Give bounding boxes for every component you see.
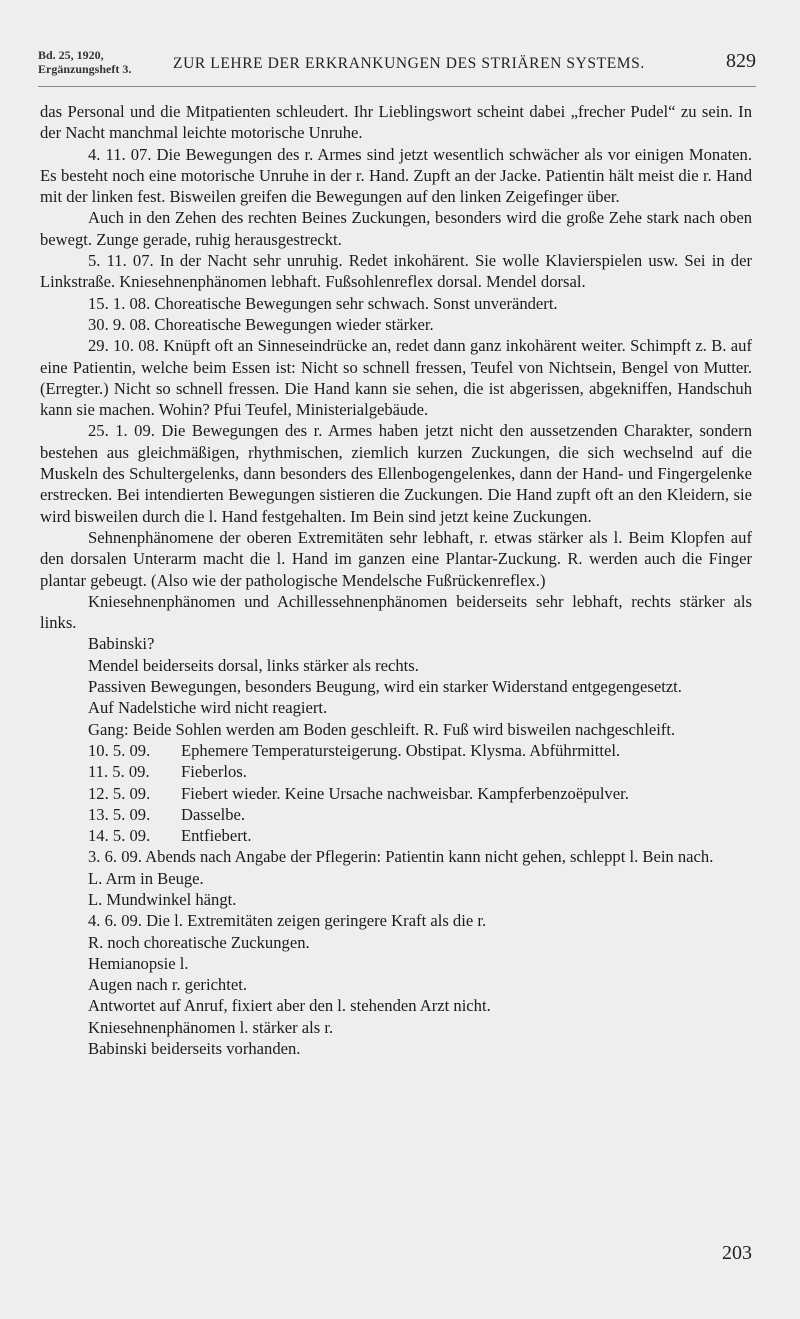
dated-entry (40, 761, 752, 782)
entry-date: 11. 5. 09. (88, 762, 150, 782)
paragraph: Hemianopsie l. (88, 953, 189, 973)
dated-entry (40, 825, 752, 846)
paragraph: Kniesehnenphänomen l. stärker als r. (88, 1017, 334, 1037)
header-rule (38, 86, 756, 87)
paragraph: Babinski? (88, 634, 155, 654)
running-title: ZUR LEHRE DER ERKRANKUNGEN DES STRIÄREN SYSTEMS. (173, 55, 645, 72)
paragraph: 4. 6. 09. Die l. Extremitäten zeigen geringere Kraft als die r. (88, 911, 487, 931)
paragraph: 29. 10. 08. Knüpft oft an Sinneseindrücke an, redet dann ganz inkohärent weiter. Schimpft z. B. auf eine Patientin, welche beim Essen ist: Nicht so schnell fressen, Teufel von Nichtsein, Bengel von Mutter. (Erregter.) Nicht so schnell fressen. Die Hand kann sie sehen, die ist abgerissen, abgekniffen, Handschuh kann sie machen. Wohin? Pfui Teufel, Ministerialgebäude. (40, 336, 752, 420)
dated-entry (40, 804, 752, 825)
entry-text: Entfiebert. (181, 826, 252, 846)
paragraph: R. noch choreatische Zuckungen. (88, 932, 310, 952)
page-number: 829 (726, 50, 756, 72)
volume-info (38, 48, 131, 76)
signature-number: 203 (722, 1242, 752, 1264)
supplement-line: Ergänzungsheft 3. (38, 62, 132, 76)
paragraph: Augen nach r. gerichtet. (88, 975, 247, 995)
paragraph: Sehnenphänomene der oberen Extremitäten sehr lebhaft, r. etwas stärker als l. Beim Klopfen auf den dorsalen Unterarm macht die l. Hand im ganzen eine Plantar-Zuckung. R. werden auch die Finger plantar gebeugt. (Also wie der pathologische Mendelsche Fußrückenreflex.) (40, 527, 752, 590)
dated-entry (40, 740, 752, 761)
page-header (38, 48, 756, 84)
dated-entry (40, 783, 752, 804)
paragraph: Auf Nadelstiche wird nicht reagiert. (88, 698, 328, 718)
entry-text: Ephemere Temperatursteigerung. Obstipat. Klysma. Abführmittel. (181, 740, 621, 760)
paragraph: Passiven Bewegungen, besonders Beugung, wird ein starker Widerstand entgegengesetzt. (88, 677, 682, 697)
paragraph: 15. 1. 08. Choreatische Bewegungen sehr schwach. Sonst unverändert. (88, 293, 558, 313)
entry-text: Fiebert wieder. Keine Ursache nachweisbar. Kampferbenzoëpulver. (181, 783, 629, 803)
paragraph: Auch in den Zehen des rechten Beines Zuckungen, besonders wird die große Zehe stark nach oben bewegt. Zunge gerade, ruhig herausgestreckt. (40, 208, 752, 249)
entry-date: 12. 5. 09. (88, 783, 151, 803)
paragraph: 30. 9. 08. Choreatische Bewegungen wieder stärker. (88, 314, 434, 334)
paragraph: L. Arm in Beuge. (88, 868, 204, 888)
entry-text: Dasselbe. (181, 804, 246, 824)
body-text (40, 101, 752, 1059)
paragraph: L. Mundwinkel hängt. (88, 889, 237, 909)
paragraph: Kniesehnenphänomen und Achillessehnenphänomen beiderseits sehr lebhaft, rechts stärker als links. (40, 591, 752, 633)
entry-date: 14. 5. 09. (88, 826, 151, 846)
entry-date: 13. 5. 09. (88, 804, 151, 824)
paragraph: 3. 6. 09. Abends nach Angabe der Pflegerin: Patientin kann nicht gehen, schleppt l. Bein nach. (88, 847, 714, 867)
paragraph: 5. 11. 07. In der Nacht sehr unruhig. Redet inkohärent. Sie wolle Klavierspielen usw. Sei in der Linkstraße. Kniesehnenphänomen lebhaft. Fußsohlenreflex dorsal. Mendel dorsal. (40, 251, 752, 292)
entry-text: Fieberlos. (181, 762, 247, 782)
paragraph: 4. 11. 07. Die Bewegungen des r. Armes sind jetzt wesentlich schwächer als vor einigen Monaten. Es besteht noch eine motorische Unruhe in der r. Hand. Zupft an der Jacke. Patientin hält meist die r. Hand mit der linken fest. Bisweilen greifen die Bewegungen auf den linken Zeigefinger über. (40, 144, 752, 207)
volume-line: Bd. 25, 1920, (38, 48, 104, 62)
paragraph: das Personal und die Mitpatienten schleudert. Ihr Lieblingswort scheint dabei „frecher Pudel“ zu sein. In der Nacht manchmal leichte motorische Unruhe. (40, 102, 752, 143)
paragraph: Mendel beiderseits dorsal, links stärker als rechts. (88, 655, 419, 675)
paragraph: Babinski beiderseits vorhanden. (88, 1039, 301, 1059)
paragraph: Antwortet auf Anruf, fixiert aber den l. stehenden Arzt nicht. (88, 996, 491, 1016)
paragraph: 25. 1. 09. Die Bewegungen des r. Armes haben jetzt nicht den aussetzenden Charakter, sondern bestehen aus gleichmäßigen, rhythmischen, ziemlich kurzen Zuckungen, die sich wechselnd auf die Muskeln des Schultergelenks, dann besonders des Ellenbogengelenkes, dann der Hand- und Fingergelenke erstrecken. Bei intendierten Bewegungen sistieren die Zuckungen. Die Hand zupft oft an den Kleidern, sie wird bisweilen durch die l. Hand festgehalten. Im Bein sind jetzt keine Zuckungen. (40, 421, 752, 526)
entry-date: 10. 5. 09. (88, 740, 151, 760)
paragraph: Gang: Beide Sohlen werden am Boden geschleift. R. Fuß wird bisweilen nachgeschleift. (88, 719, 676, 739)
